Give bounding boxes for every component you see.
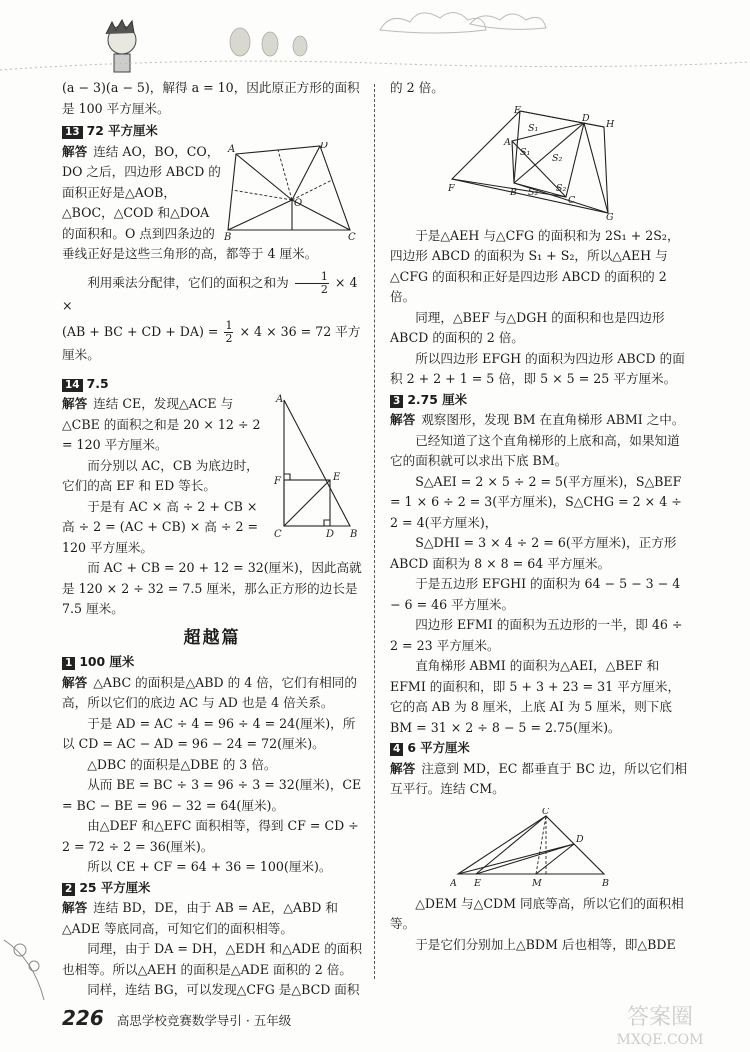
question-s4-header <box>390 738 690 759</box>
question-13-sum-text-2: × 4 × <box>62 274 358 313</box>
answer: 72 平方厘米 <box>86 123 158 138</box>
paragraph: 四边形 EFMI 的面积为五边形的一半，即 46 ÷ 2 = 23 平方厘米。 <box>390 617 683 653</box>
svg-text:A: A <box>276 394 284 405</box>
paragraph: 从而 BE = BC ÷ 3 = 96 ÷ 3 = 32(厘米)，CE = BC − BE = 96 − 32 = 64(厘米)。 <box>62 777 362 813</box>
question-13-header <box>62 121 362 142</box>
figure-quadrilateral-efgh <box>448 105 658 220</box>
paragraph: △ABC 的面积是△ABD 的 4 倍，它们有相同的高，所以它们的底边 AC 与 AD 也是 4 倍关系。 <box>62 674 357 710</box>
paragraph: 于是五边形 EFGHI 的面积为 64 − 5 − 3 − 4 − 6 = 46 平方厘米。 <box>390 576 681 612</box>
question-s3-header <box>390 390 690 411</box>
svg-text:F: F <box>448 182 455 194</box>
paragraph: △DEM 与△CDM 同底等高，所以它们的面积相等。 <box>390 895 684 931</box>
answer-label: 解答 <box>62 674 88 690</box>
cloud-icon <box>380 12 546 33</box>
svg-text:F: F <box>274 476 281 487</box>
paragraph: (a − 3)(a − 5)，解得 a = 10，因此原正方形的面积是 100 平方厘米。 <box>62 80 360 116</box>
watermark-logo <box>590 1000 730 1048</box>
svg-text:D: D <box>320 141 329 151</box>
question-14-explanation: 连结 CE，发现△ACE 与△CBE 的面积之和是 20 × 12 ÷ 2 = 120 平方厘米。 <box>62 396 261 452</box>
answer: 100 厘米 <box>79 654 135 669</box>
svg-text:A: A <box>228 143 236 155</box>
answer: 7.5 <box>86 375 109 391</box>
question-13-explanation: 连结 AO，BO，CO，DO 之后，四边形 ABCD 的面积正好是△AOB，△BOC，△COD 和△DOA 的面积和。O 点到四条边的垂线正好是这些三角形的高，都等于 4 厘米。 <box>62 143 318 261</box>
answer-label: 解答 <box>62 143 88 159</box>
svg-text:B: B <box>602 877 609 888</box>
svg-text:D: D <box>576 833 584 845</box>
floral-decoration <box>0 930 90 1010</box>
svg-text:B: B <box>510 186 517 198</box>
svg-text:S₂: S₂ <box>556 182 567 194</box>
book-title: 高思学校竞赛数学导引 · 五年级 <box>116 1013 292 1028</box>
question-13-sum-formula: (AB + BC + CD + DA) = <box>62 324 219 339</box>
question-number: 3 <box>390 395 403 408</box>
paragraph: 已经知道了这个直角梯形的上底和高，如果知道它的面积就可以求出下底 BM。 <box>390 432 680 468</box>
answer: 25 平方厘米 <box>79 879 151 895</box>
svg-text:C: C <box>348 231 356 240</box>
paragraph: 直角梯形 ABMI 的面积为△AEI，△BEF 和 EFMI 的面积和，即 5 + 3 + 23 = 31 平方厘米，它的高 AB 为 8 厘米，上底 AI 为 5 厘米，则下底 BM = 31 × 2 ÷ 8 − 5 = 2.75(厘米)。 <box>390 658 681 735</box>
paragraph: 所以四边形 EFGH 的面积为四边形 ABCD 的面积 2 + 2 + 1 = 5 倍，即 5 × 5 = 25 平方厘米。 <box>390 350 685 386</box>
svg-text:B: B <box>350 529 358 539</box>
svg-text:B: B <box>224 231 232 240</box>
page-number: 226 <box>62 1006 104 1030</box>
svg-text:G: G <box>606 211 614 220</box>
svg-text:D: D <box>326 529 335 539</box>
paragraph: 连结 BD，DE，由于 AB = AE，△ABD 和△ADE 等底同高，可知它们的面积相等。 <box>62 900 338 936</box>
question-number: 13 <box>62 126 83 139</box>
question-13-result: × 4 × 36 = 72 平方厘米。 <box>62 324 361 362</box>
paragraph: 同理，由于 DA = DH，△EDH 和△ADE 的面积也相等。所以△AEH 的面积是△ADE 面积的 2 倍。 <box>62 941 362 977</box>
ground-line <box>0 61 750 70</box>
paragraph: 的 2 倍。 <box>390 80 444 95</box>
paragraph: 注意到 MD，EC 都垂直于 BC 边，所以它们相互平行。连结 CM。 <box>390 760 688 796</box>
question-s2-header <box>62 878 362 899</box>
header-decoration <box>0 0 750 80</box>
paragraph: 观察图形，发现 BM 在直角梯形 ABMI 之中。 <box>421 412 685 427</box>
paragraph: 同样，连结 BG，可以发现△CFG 是△BCD 面积 <box>87 982 360 997</box>
answer-label: 解答 <box>390 760 416 776</box>
svg-text:S₂: S₂ <box>528 186 539 198</box>
question-number: 2 <box>62 883 75 896</box>
question-13-sum-text: 利用乘法分配律，它们的面积之和为 <box>87 274 289 290</box>
answer: 6 平方厘米 <box>407 740 470 755</box>
svg-text:S₂: S₂ <box>552 152 563 164</box>
question-number: 4 <box>390 743 403 756</box>
paragraph: 于是 AD = AC ÷ 4 = 96 ÷ 4 = 24(厘米)，所以 CD = AC − AD = 96 − 24 = 72(厘米)。 <box>62 715 356 751</box>
right-column <box>390 78 690 955</box>
fraction-one-half: $\frac{1}{2}$ <box>295 271 329 296</box>
answer-label: 解答 <box>62 396 88 411</box>
paragraph: 同理，△BEF 与△DGH 的面积和也是四边形 ABCD 的面积的 2 倍。 <box>390 309 665 345</box>
paragraph: 由△DEF 和△EFC 面积相等，得到 CF = CD ÷ 2 = 72 ÷ 2 = 36(厘米)。 <box>62 818 359 854</box>
paragraph: △DBC 的面积是△DBE 的 3 倍。 <box>87 756 277 772</box>
svg-text:S₁: S₁ <box>528 122 539 134</box>
svg-text:S₁: S₁ <box>520 146 531 158</box>
paragraph: S△AEI = 2 × 5 ÷ 2 = 5(平方厘米)，S△BEF = 1 × 6 ÷ 2 = 3(平方厘米)，S△CHG = 2 × 4 ÷ 2 = 4(平方厘米)， <box>390 473 682 530</box>
svg-text:A: A <box>450 877 457 888</box>
fraction-one-half: $\frac{1}{2}$ <box>225 319 233 345</box>
page-footer <box>62 1006 291 1030</box>
paragraph: 于是它们分别加上△BDM 后也相等，即△BDE <box>415 936 676 952</box>
paragraph: 而 AC + CB = 20 + 12 = 32(厘米)，因此高就是 120 × 2 ÷ 32 = 7.5 厘米，那么正方形的边长是 7.5 厘米。 <box>62 560 362 616</box>
watermark-line2: MXQE.COM <box>616 1032 704 1048</box>
paragraph: 而分别以 AC，CB 为底边时，它们的高 EF 和 ED 等长。 <box>62 457 259 493</box>
question-number: 14 <box>62 379 83 392</box>
paragraph: 于是有 AC × 高 ÷ 2 + CB × 高 ÷ 2 = (AC + CB) × 高 ÷ 2 = 120 平方厘米。 <box>62 498 259 555</box>
figure-quadrilateral-abcd <box>224 142 362 240</box>
column-divider <box>374 84 375 979</box>
figure-triangle-abc <box>450 808 630 888</box>
svg-text:M: M <box>532 877 542 888</box>
figure-right-triangle-square <box>270 394 362 539</box>
svg-text:A: A <box>504 136 511 148</box>
svg-text:E: E <box>474 877 481 888</box>
svg-text:C: C <box>274 529 282 539</box>
svg-text:E: E <box>333 472 341 483</box>
paragraph: 于是△AEH 与△CFG 的面积和为 2S₁ + 2S₂，四边形 ABCD 的面积为 S₁ + S₂，所以△AEH 与△CFG 的面积和正好是四边形 ABCD 的面积的 2 倍。 <box>390 227 680 304</box>
paragraph: 所以 CE + CF = 64 + 36 = 100(厘米)。 <box>87 859 332 874</box>
svg-text:C: C <box>568 194 576 206</box>
watermark-line1: 答案圈 <box>626 1005 694 1030</box>
left-column <box>62 78 362 1001</box>
tree-icon <box>230 28 307 56</box>
section-title: 超越篇 <box>183 627 241 648</box>
question-number: 1 <box>62 657 75 670</box>
paragraph: S△DHI = 3 × 4 ÷ 2 = 6(平方厘米)，正方形 ABCD 面积为 8 × 8 = 64 平方厘米。 <box>390 535 677 571</box>
answer-label: 解答 <box>62 900 88 915</box>
svg-text:H: H <box>606 118 615 130</box>
question-14-header <box>62 374 362 395</box>
answer-label: 解答 <box>390 412 416 427</box>
answer: 2.75 厘米 <box>407 391 467 407</box>
svg-text:C: C <box>542 807 550 817</box>
svg-text:D: D <box>582 112 590 124</box>
svg-text:E: E <box>514 104 521 116</box>
svg-text:O: O <box>294 197 303 209</box>
question-s1-header <box>62 652 362 673</box>
